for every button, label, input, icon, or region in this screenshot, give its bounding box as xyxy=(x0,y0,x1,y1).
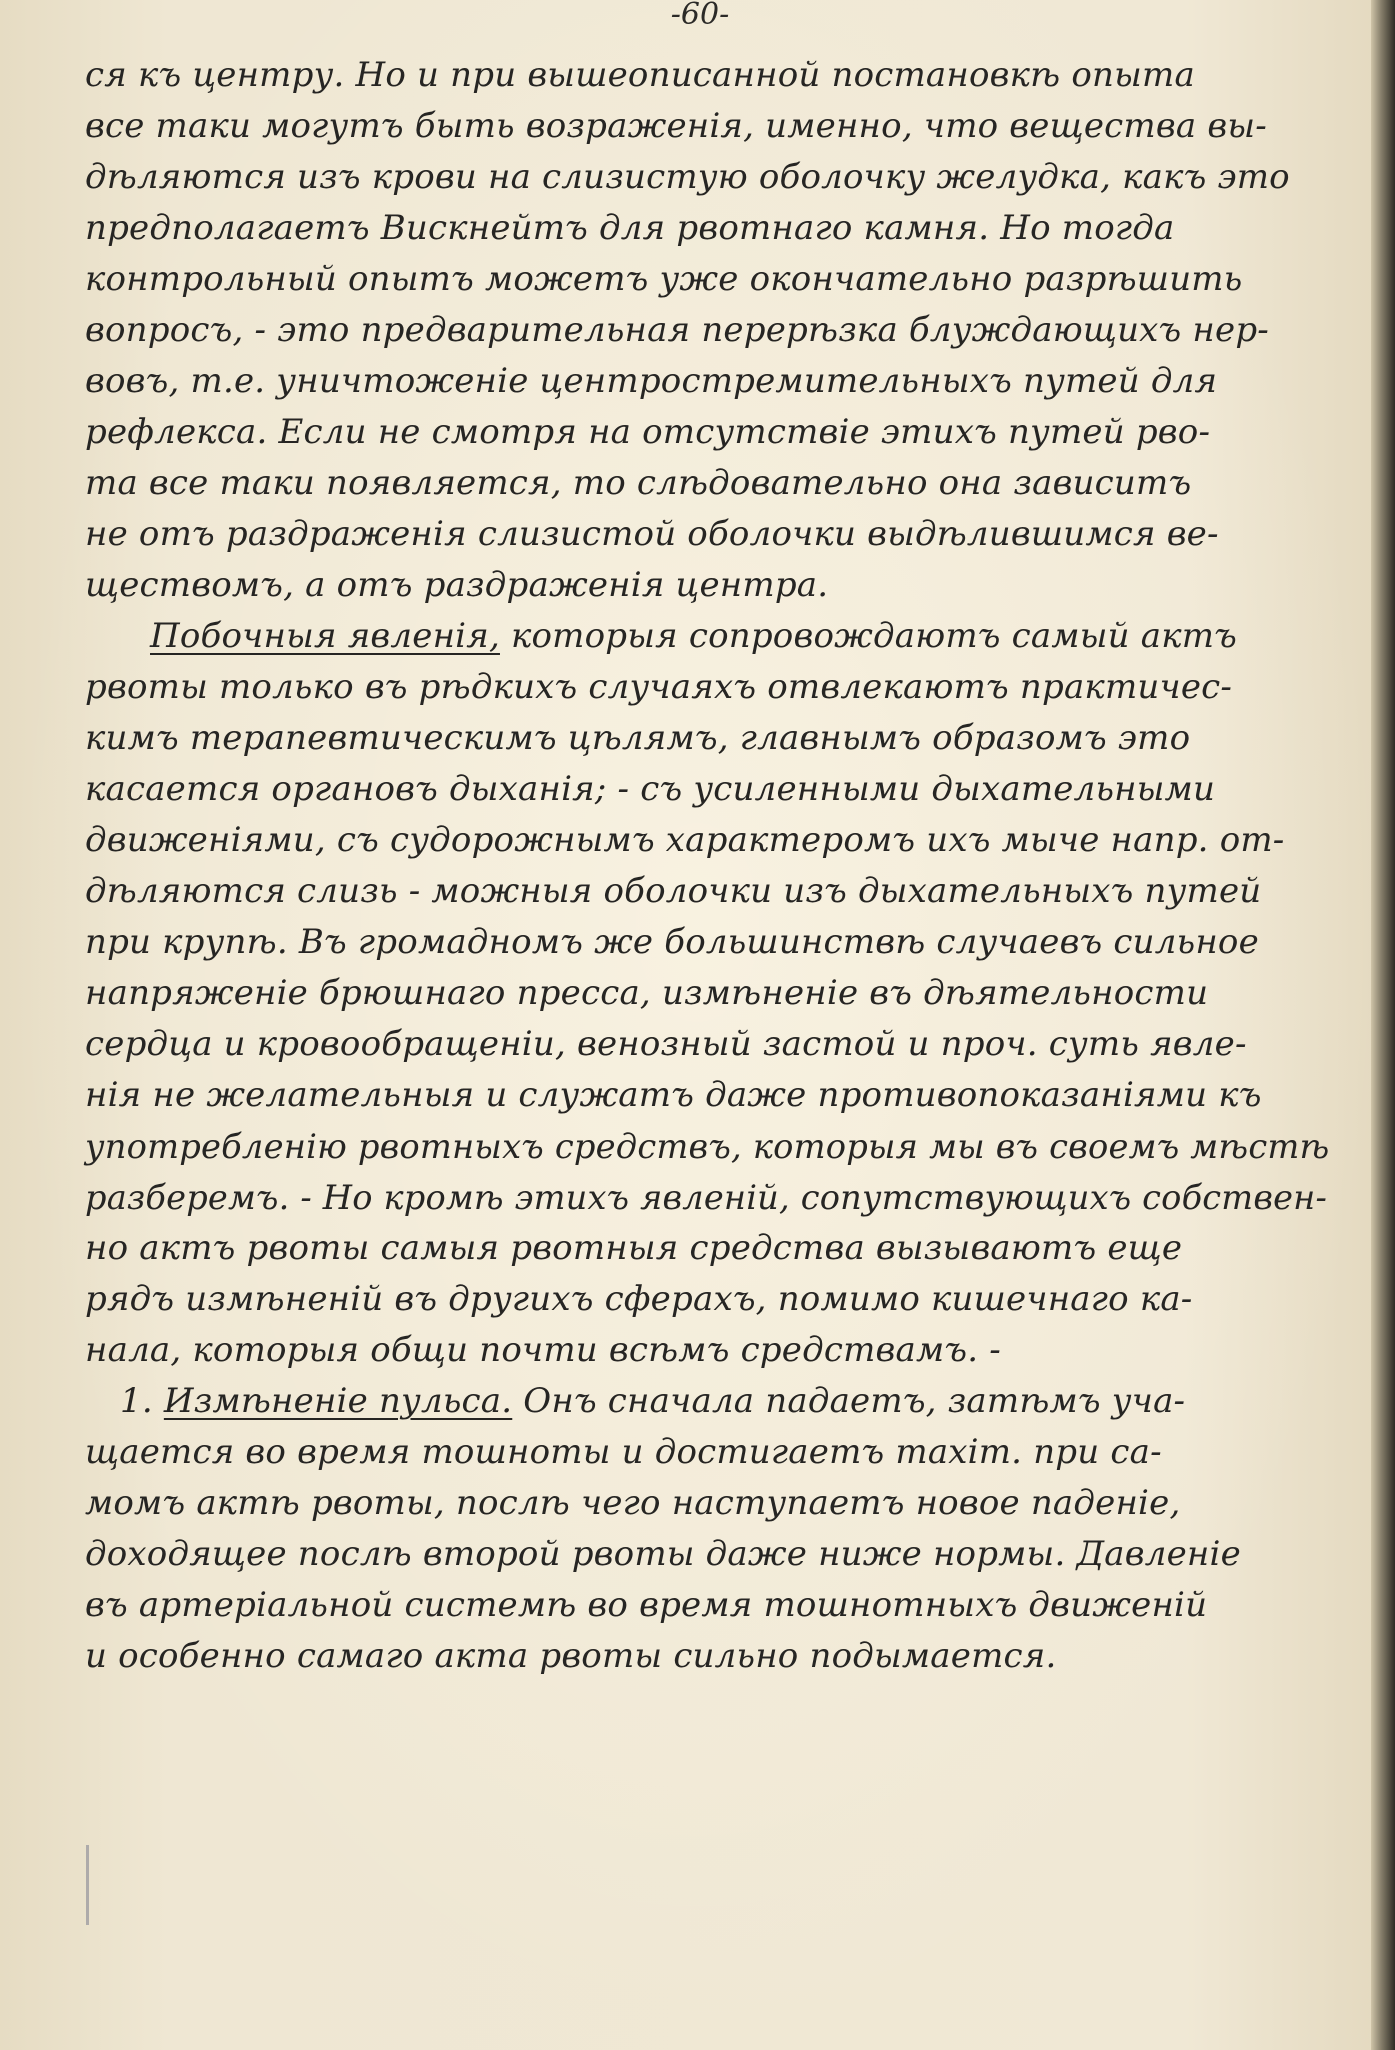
line-text: нія не желательныя и служатъ даже противопоказаніями къ xyxy=(85,1075,1262,1115)
line-text: ществомъ, а отъ раздраженія центра. xyxy=(85,565,829,605)
text-line xyxy=(85,917,1330,968)
page-number: -60- xyxy=(670,0,730,32)
page-edge-shadow xyxy=(1371,0,1395,2050)
underlined-heading: Побочныя явленія, xyxy=(150,616,500,656)
text-line xyxy=(85,458,1330,509)
line-text: рефлекса. Если не смотря на отсутствіе этихъ путей рво- xyxy=(85,412,1211,452)
text-line xyxy=(85,1631,1330,1682)
text-line xyxy=(85,1070,1330,1121)
line-text: при крупѣ. Въ громадномъ же большинствѣ случаевъ сильное xyxy=(85,922,1259,962)
line-text: но актъ рвоты самыя рвотныя средства вызываютъ еще xyxy=(85,1228,1183,1268)
text-line xyxy=(85,1325,1330,1376)
text-line xyxy=(85,815,1330,866)
line-text: касается органовъ дыханія; - съ усиленными дыхательными xyxy=(85,769,1216,809)
text-line xyxy=(85,1529,1330,1580)
line-text: не отъ раздраженія слизистой оболочки выдѣлившимся ве- xyxy=(85,514,1219,554)
margin-pencil-mark xyxy=(86,1845,89,1925)
text-line xyxy=(85,356,1330,407)
line-text: вовъ, т.е. уничтоженіе центростремительныхъ путей для xyxy=(85,361,1218,401)
text-line xyxy=(85,866,1330,917)
text-line xyxy=(85,152,1330,203)
line-text: ся къ центру. Но и при вышеописанной постановкѣ опыта xyxy=(85,55,1195,95)
line-text: предполагаетъ Вискнейтъ для рвотнаго камня. Но тогда xyxy=(85,208,1175,248)
line-text: кимъ терапевтическимъ цѣлямъ, главнымъ образомъ это xyxy=(85,718,1191,758)
text-line xyxy=(85,50,1330,101)
line-text: нала, которыя общи почти всѣмъ средствамъ. - xyxy=(85,1330,1001,1370)
line-text: контрольный опытъ можетъ уже окончательно разрѣшить xyxy=(85,259,1243,299)
line-text: рвоты только въ рѣдкихъ случаяхъ отвлекаютъ практичес- xyxy=(85,667,1233,707)
text-line xyxy=(85,662,1330,713)
text-line xyxy=(85,407,1330,458)
text-line xyxy=(85,1478,1330,1529)
text-line xyxy=(85,611,1330,662)
line-text: сердца и кровообращеніи, венозный застой и проч. суть явле- xyxy=(85,1024,1247,1064)
line-text: доходящее послѣ второй рвоты даже ниже нормы. Давленіе xyxy=(85,1534,1241,1574)
line-prefix: 1. xyxy=(120,1381,164,1421)
text-line xyxy=(85,254,1330,305)
text-line xyxy=(85,101,1330,152)
line-text: въ артеріальной системѣ во время тошнотныхъ движеній xyxy=(85,1585,1208,1625)
text-line xyxy=(85,1580,1330,1631)
text-line xyxy=(85,1274,1330,1325)
line-text: употребленію рвотныхъ средствъ, которыя мы въ своемъ мѣстѣ xyxy=(85,1127,1330,1166)
text-line xyxy=(85,764,1330,815)
text-line xyxy=(85,1121,1330,1172)
line-text: дѣляются слизь - можныя оболочки изъ дыхательныхъ путей xyxy=(85,871,1262,911)
line-text: все таки могутъ быть возраженія, именно, что вещества вы- xyxy=(85,106,1267,146)
text-line xyxy=(85,1019,1330,1070)
line-text: которыя сопровождаютъ самый актъ xyxy=(499,616,1238,656)
text-line xyxy=(85,1223,1330,1274)
line-text: вопросъ, - это предварительная перерѣзка блуждающихъ нер- xyxy=(85,310,1269,350)
handwritten-text-body xyxy=(85,50,1330,1682)
text-line xyxy=(85,560,1330,611)
text-line xyxy=(85,1172,1330,1223)
line-text: щается во время тошноты и достигаетъ maxim. при са- xyxy=(85,1432,1162,1472)
text-line xyxy=(85,1427,1330,1478)
line-text: движеніями, съ судорожнымъ характеромъ ихъ мыче напр. от- xyxy=(85,820,1285,860)
text-line xyxy=(85,1376,1330,1427)
line-text: дѣляются изъ крови на слизистую оболочку желудка, какъ это xyxy=(85,157,1290,197)
line-text: разберемъ. - Но кромѣ этихъ явленій, сопутствующихъ собствен- xyxy=(85,1178,1327,1217)
line-text: рядъ измѣненій въ другихъ сферахъ, помимо кишечнаго ка- xyxy=(85,1279,1193,1319)
text-line xyxy=(85,203,1330,254)
line-text: момъ актѣ рвоты, послѣ чего наступаетъ новое паденіе, xyxy=(85,1483,1181,1523)
text-line xyxy=(85,509,1330,560)
line-text: та все таки появляется, то слѣдовательно она зависитъ xyxy=(85,463,1192,503)
underlined-heading: Измѣненіе пульса. xyxy=(163,1381,513,1421)
line-text: напряженіе брюшнаго пресса, измѣненіе въ дѣятельности xyxy=(85,973,1209,1013)
text-line xyxy=(85,968,1330,1019)
line-text: и особенно самаго акта рвоты сильно подымается. xyxy=(85,1636,1057,1676)
text-line xyxy=(85,713,1330,764)
text-line xyxy=(85,305,1330,356)
line-text: Онъ сначала падаетъ, затѣмъ уча- xyxy=(512,1381,1186,1421)
